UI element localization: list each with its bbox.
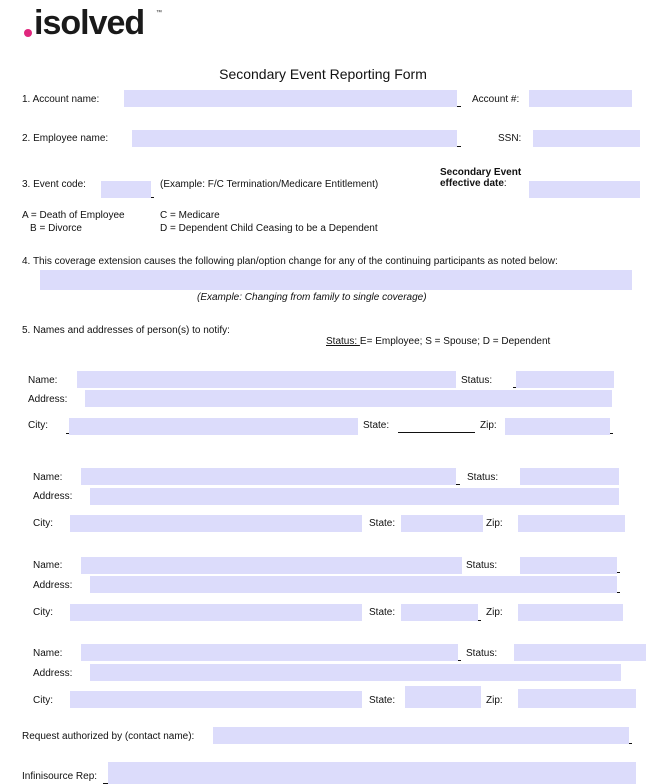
account-number-field[interactable] xyxy=(529,90,632,107)
person-state-label: State: xyxy=(369,695,396,706)
person-city-label: City: xyxy=(33,607,53,618)
event-code-b: B = Divorce xyxy=(30,223,82,234)
trademark-symbol: ™ xyxy=(156,10,162,16)
person-2-address-field[interactable] xyxy=(90,488,619,505)
person-4-zip-field[interactable] xyxy=(518,689,636,708)
ssn-label: SSN: xyxy=(498,133,522,144)
underline xyxy=(629,743,632,744)
person-state-label: State: xyxy=(363,420,390,431)
underline xyxy=(617,572,620,573)
underline xyxy=(478,620,481,621)
person-3-zip-field[interactable] xyxy=(518,604,623,621)
person-address-label: Address: xyxy=(33,491,73,502)
coverage-change-label: 4. This coverage extension causes the following plan/option change for any of the continuing participants as noted below: xyxy=(22,256,558,267)
underline xyxy=(610,433,613,434)
event-code-field[interactable] xyxy=(101,181,151,198)
person-2-name-field[interactable] xyxy=(81,468,456,485)
underline xyxy=(151,197,154,198)
person-3-status-field[interactable] xyxy=(520,557,617,574)
account-name-field[interactable] xyxy=(124,90,457,107)
person-name-label: Name: xyxy=(33,560,63,571)
person-zip-label: Zip: xyxy=(486,518,503,529)
event-code-d: D = Dependent Child Ceasing to be a Dependent xyxy=(160,223,378,234)
person-status-label: Status: xyxy=(467,472,499,483)
coverage-change-field[interactable] xyxy=(40,270,632,290)
person-state-label: State: xyxy=(369,607,396,618)
person-1-zip-field[interactable] xyxy=(505,418,610,435)
person-2-city-field[interactable] xyxy=(70,515,362,532)
underline xyxy=(617,592,620,593)
person-3-city-field[interactable] xyxy=(70,604,362,621)
person-2-state-field[interactable] xyxy=(401,515,483,532)
person-4-status-field[interactable] xyxy=(514,644,646,661)
person-name-label: Name: xyxy=(33,648,63,659)
event-code-c: C = Medicare xyxy=(160,210,220,221)
person-2-status-field[interactable] xyxy=(520,468,619,485)
person-zip-label: Zip: xyxy=(486,607,503,618)
logo-dot-icon xyxy=(24,29,32,37)
person-3-name-field[interactable] xyxy=(81,557,462,574)
person-zip-label: Zip: xyxy=(486,695,503,706)
account-name-label: 1. Account name: xyxy=(22,94,100,105)
effective-date-field[interactable] xyxy=(529,181,640,198)
person-4-address-field[interactable] xyxy=(90,664,621,681)
request-authorized-field[interactable] xyxy=(213,727,629,744)
employee-name-label: 2. Employee name: xyxy=(22,133,109,144)
infinisource-rep-label: Infinisource Rep: xyxy=(22,771,98,782)
underline xyxy=(458,660,461,661)
underline xyxy=(457,106,461,107)
person-state-label: State: xyxy=(369,518,396,529)
person-city-label: City: xyxy=(33,695,53,706)
person-name-label: Name: xyxy=(28,375,58,386)
person-4-state-field[interactable] xyxy=(405,686,481,708)
persons-to-notify-label: 5. Names and addresses of person(s) to notify: xyxy=(22,325,230,336)
coverage-change-example: (Example: Changing from family to single coverage) xyxy=(197,292,427,303)
event-code-label: 3. Event code: xyxy=(22,179,86,190)
person-1-name-field[interactable] xyxy=(77,371,456,388)
person-address-label: Address: xyxy=(33,668,73,679)
person-address-label: Address: xyxy=(33,580,73,591)
underline xyxy=(457,146,461,147)
person-status-label: Status: xyxy=(466,560,498,571)
ssn-field[interactable] xyxy=(533,130,640,147)
person-name-label: Name: xyxy=(33,472,63,483)
person-status-label: Status: xyxy=(466,648,498,659)
person-city-label: City: xyxy=(28,420,48,431)
person-status-label: Status: xyxy=(461,375,493,386)
logo-text: isolved xyxy=(34,4,145,42)
request-authorized-label: Request authorized by (contact name): xyxy=(22,731,195,742)
event-code-example: (Example: F/C Termination/Medicare Entitlement) xyxy=(160,179,379,190)
person-address-label: Address: xyxy=(28,394,68,405)
person-1-status-field[interactable] xyxy=(516,371,614,388)
person-city-label: City: xyxy=(33,518,53,529)
form-title: Secondary Event Reporting Form xyxy=(219,66,427,82)
person-zip-label: Zip: xyxy=(480,420,497,431)
employee-name-field[interactable] xyxy=(132,130,457,147)
person-1-state-line[interactable] xyxy=(398,432,475,433)
person-4-city-field[interactable] xyxy=(70,691,362,708)
account-number-label: Account #: xyxy=(472,94,520,105)
event-code-a: A = Death of Employee xyxy=(22,210,125,221)
person-1-address-field[interactable] xyxy=(85,390,612,407)
person-3-state-field[interactable] xyxy=(401,604,478,621)
underline xyxy=(456,484,460,485)
infinisource-rep-field[interactable] xyxy=(108,762,636,784)
person-1-city-field[interactable] xyxy=(69,418,358,435)
effective-date-label-line2: effective date: xyxy=(440,178,507,189)
status-legend: Status: E= Employee; S = Spouse; D = Dependent xyxy=(326,336,551,347)
effective-date-label-line1: Secondary Event xyxy=(440,167,522,178)
person-4-name-field[interactable] xyxy=(81,644,458,661)
person-3-address-field[interactable] xyxy=(90,576,617,593)
person-2-zip-field[interactable] xyxy=(518,515,625,532)
